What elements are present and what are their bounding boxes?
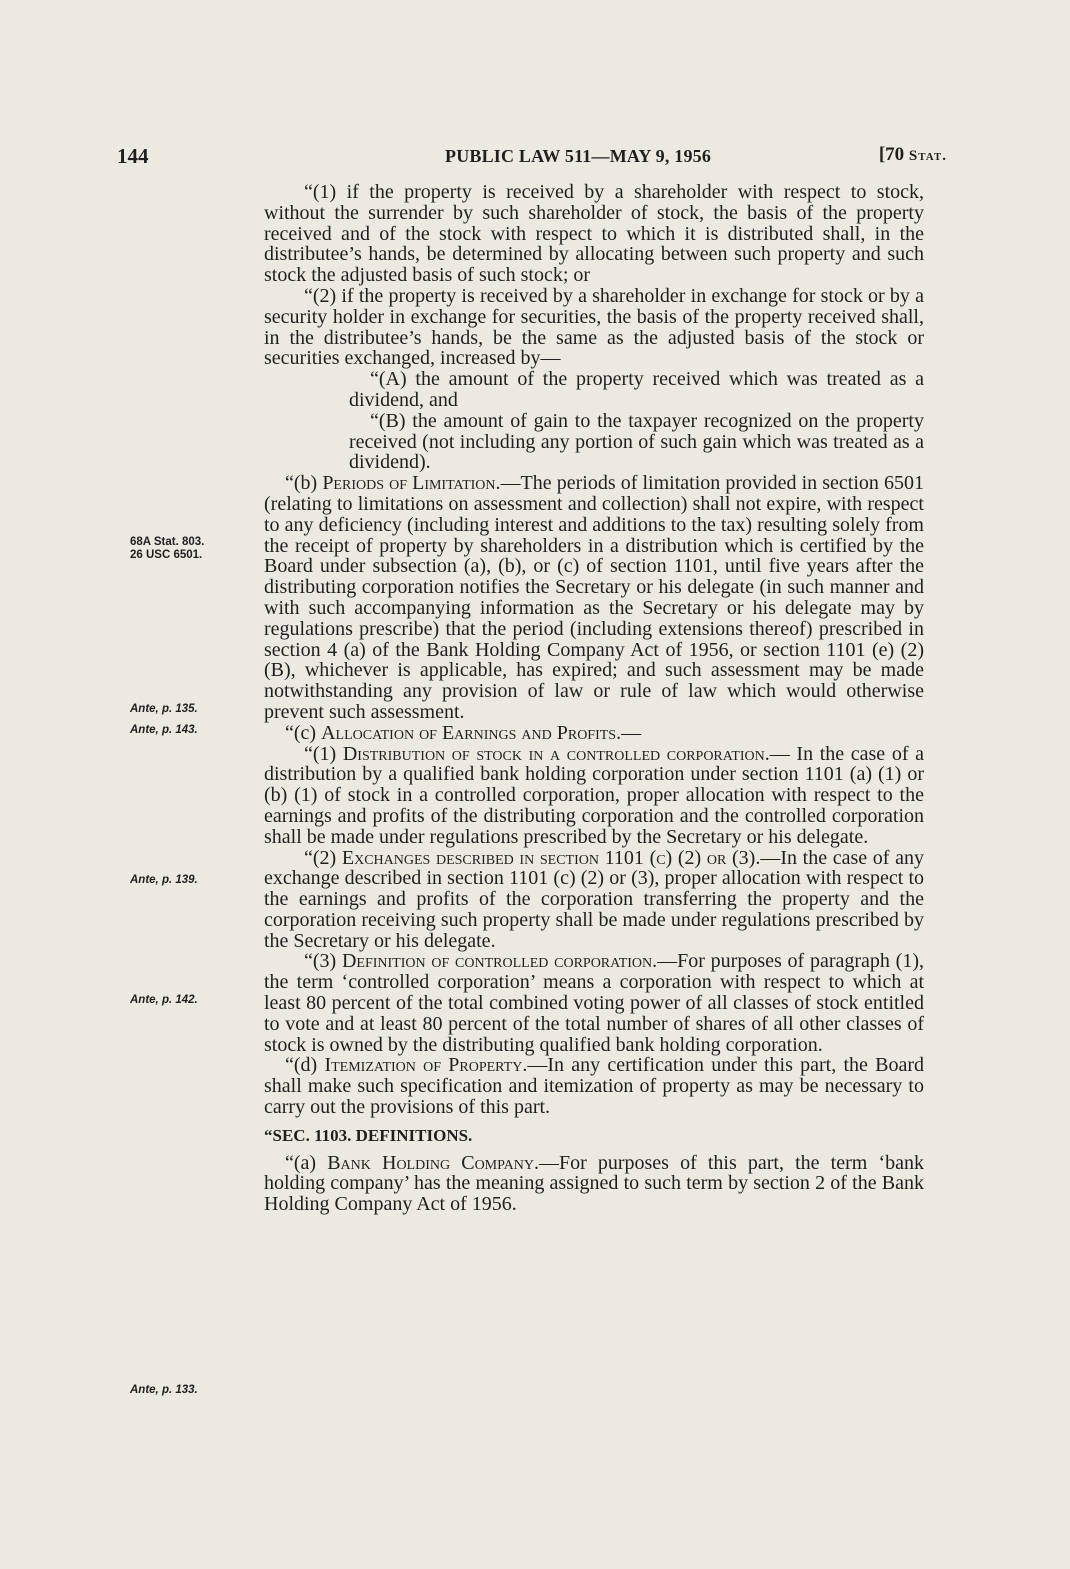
volume-number: [70 <box>878 144 905 165</box>
margin-note-ante-143: Ante, p. 143. <box>130 724 198 736</box>
statute-body <box>264 182 924 1215</box>
d-heading: Itemization of Property <box>324 1054 523 1077</box>
subsection-b-prefix: “(b) <box>285 472 323 495</box>
c1-text: .— In the case of a distribution by a qualified bank holding corporation under section 1101 (a) (1) or (b) (1) of stock in a controlled corporation, proper allocation with respect to the earnings and profits of the distributing corporation and the controlled corporation shall be made under regulations prescribed by the Secretary or his delegate. <box>264 742 925 848</box>
subsection-c-prefix: “(c) <box>285 721 322 744</box>
running-title: PUBLIC LAW 511—MAY 9, 1956 <box>445 146 712 166</box>
margin-note-68a-stat: 68A Stat. 803. <box>130 536 205 548</box>
margin-note-ante-142: Ante, p. 142. <box>130 994 198 1006</box>
page-header <box>117 144 947 174</box>
subsection-c-3 <box>264 951 924 1055</box>
c2-heading: Exchanges described in section 1101 (c) (2) or (3) <box>341 846 756 869</box>
paragraph-1: “(1) if the property is received by a shareholder with respect to stock, without the surrender by such shareholder of stock, the basis of the property received and of the stock with respect to which it is distributed shall, in the distributee’s hands, be determined by allocating between such property and such stock the adjusted basis of such stock; or <box>264 181 924 287</box>
section-heading: “SEC. 1103. DEFINITIONS. <box>264 1125 473 1145</box>
subparagraph-b: “(B) the amount of gain to the taxpayer recognized on the property received (not including any portion of such gain which was treated as a dividend). <box>349 409 924 474</box>
def-a-prefix: “(a) <box>285 1151 328 1174</box>
paragraph-2: “(2) if the property is received by a shareholder in exchange for stock or by a security holder in exchange for securities, the basis of the property received shall, in the distributee’s hands, be the same as the adjusted basis of the stock or securities exchanged, increased by— <box>264 284 924 370</box>
volume-reference <box>879 144 947 166</box>
subsection-b-heading: Periods of Limitation <box>322 472 496 495</box>
c3-text: .—For purposes of paragraph (1), the term ‘controlled corporation’ means a corporation with respect to which at least 80 percent of the total combined voting power of all classes of stock entitled to vote and at least 80 percent of the total number of shares of all other classes of stock is owned by the distributing qualified bank holding corporation. <box>264 950 924 1056</box>
margin-note-ante-135: Ante, p. 135. <box>130 703 198 715</box>
margin-note-ante-133: Ante, p. 133. <box>130 1384 198 1396</box>
subsection-c <box>264 723 924 744</box>
def-a-text: .—For purposes of this part, the term ‘bank holding company’ has the meaning assigned to such term by section 2 of the Bank Holding Company Act of 1956. <box>264 1151 924 1216</box>
subsection-b <box>264 473 924 723</box>
definition-a <box>264 1153 924 1215</box>
c3-heading: Definition of controlled corporation <box>341 950 653 973</box>
c2-text: .—In the case of any exchange described in section 1101 (c) (2) or (3), proper allocation with respect to the earnings and profits of the corporation transferring the property and the corporation receiving such property shall be made under regulations prescribed by the Secretary or his delegate. <box>264 846 925 952</box>
subsection-c-1 <box>264 744 924 848</box>
d-prefix: “(d) <box>285 1054 325 1077</box>
d-text: .—In any certification under this part, the Board shall make such specification and itemization of property as may be necessary to carry out the provisions of this part. <box>264 1054 924 1119</box>
c2-prefix: “(2) <box>304 846 342 869</box>
volume-abbrev: Stat. <box>908 148 947 164</box>
subsection-c-heading: Allocation of Earnings and Profits <box>321 721 617 744</box>
margin-note-ante-139: Ante, p. 139. <box>130 874 198 886</box>
page-number: 144 <box>117 144 149 168</box>
c1-heading: Distribution of stock in a controlled corporation <box>342 742 765 765</box>
subparagraph-a: “(A) the amount of the property received which was treated as a dividend, and <box>349 368 924 411</box>
margin-note-26-usc: 26 USC 6501. <box>130 549 203 561</box>
subsection-d <box>264 1055 924 1117</box>
c3-prefix: “(3) <box>304 950 342 973</box>
subsection-b-text: .—The periods of limitation provided in section 6501 (relating to limitations on assessment and collection) shall not expire, with respect to any deficiency (including interest and additions to the tax) resulting solely from the receipt of property by shareholders in a distribution which is certified by the Board under subsection (a), (b), or (c) of section 1101, until five years after the distributing corporation notifies the Secretary or his delegate (in such manner and with such accompanying information as the Secretary or his delegate may by regulations prescribe) that the period (including extensions thereof) prescribed in section 4 (a) of the Bank Holding Company Act of 1956, or section 1101 (e) (2) (B), whichever is applicable, has expired; and such assessment may be made notwithstanding any provision of law or rule of law which would otherwise prevent such assessment. <box>264 472 924 723</box>
def-a-heading: Bank Holding Company <box>327 1151 534 1174</box>
c1-prefix: “(1) <box>304 742 343 765</box>
subsection-c-2 <box>264 848 924 952</box>
subsection-c-suffix: .— <box>616 721 642 744</box>
